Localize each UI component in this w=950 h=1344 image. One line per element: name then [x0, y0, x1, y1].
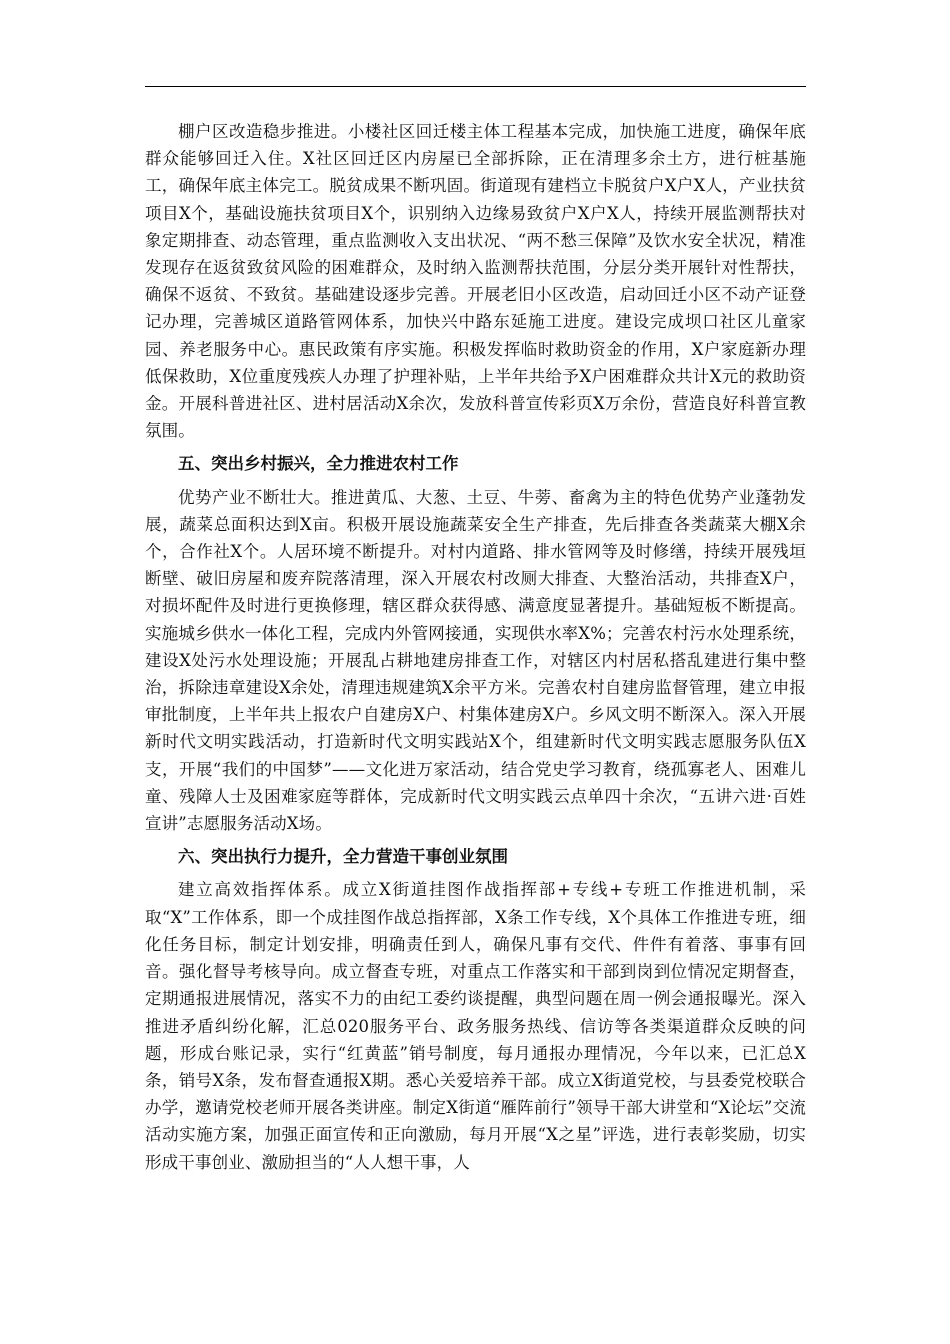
document-body	[145, 118, 806, 1176]
section-heading-rural-revitalization: 五、突出乡村振兴，全力推进农村工作	[178, 454, 459, 474]
paragraph-command-system: 建立高效指挥体系。成立X街道挂图作战指挥部+专线+专班工作推进机制，采取“X”工作体系，即一个成挂图作战总指挥部，X条工作专线，X个具体工作推进专班，细化任务目标，制定计划安排，明确责任到人，确保凡事有交代、件件有着落、事事有回音。强化督导考核导向。成立督查专班，对重点工作落实和干部到岗到位情况定期督查，定期通报进展情况，落实不力的由纪工委约谈提醒，典型问题在周一例会通报曝光。深入推进矛盾纠纷化解，汇总020服务平台、政务服务热线、信访等各类渠道群众反映的问题，形成台账记录，实行“红黄蓝”销号制度，每月通报办理情况，今年以来，已汇总X条，销号X条，发布督查通报X期。悉心关爱培养干部。成立X街道党校，与县委党校联合办学，邀请党校老师开展各类讲座。制定X街道“雁阵前行”领导干部大讲堂和“X论坛”交流活动实施方案，加强正面宣传和正向激励，每月开展“X之星”评选，进行表彰奖励，切实形成干事创业、激励担当的“人人想干事，人	[145, 880, 806, 1172]
paragraph-rural-work: 优势产业不断壮大。推进黄瓜、大葱、土豆、牛蒡、畜禽为主的特色优势产业蓬勃发展，蔬菜总面积达到X亩。积极开展设施蔬菜安全生产排查，先后排查各类蔬菜大棚X余个，合作社X个。人居环境不断提升。对村内道路、排水管网等及时修缮，持续开展残垣断壁、破旧房屋和废弃院落清理，深入开展农村改厕大排查、大整治活动，共排查X户，对损坏配件及时进行更换修理，辖区群众获得感、满意度显著提升。基础短板不断提高。实施城乡供水一体化工程，完成内外管网接通，实现供水率X%；完善农村污水处理系统，建设X处污水处理设施；开展乱占耕地建房排查工作，对辖区内村居私搭乱建进行集中整治，拆除违章建设X余处，清理违规建筑X余平方米。完善农村自建房监督管理，建立申报审批制度，上半年共上报农户自建房X户、村集体建房X户。乡风文明不断深入。深入开展新时代文明实践活动，打造新时代文明实践站X个，组建新时代文明实践志愿服务队伍X支，开展“我们的中国梦”——文化进万家活动，结合党史学习教育，绕孤寡老人、困难儿童、残障人士及困难家庭等群体，完成新时代文明实践云点单四十余次，“五讲六进·百姓宣讲”志愿服务活动X场。	[145, 487, 806, 834]
header-rule	[145, 86, 806, 87]
paragraph-shantytown-poverty-infrastructure: 棚户区改造稳步推进。小楼社区回迁楼主体工程基本完成，加快施工进度，确保年底群众能够回迁入住。X社区回迁区内房屋已全部拆除，正在清理多余土方，进行桩基施工，确保年底主体完工。脱贫成果不断巩固。街道现有建档立卡脱贫户X户X人，产业扶贫项目X个，基础设施扶贫项目X个，识别纳入边缘易致贫户X户X人，持续开展监测帮扶对象定期排查、动态管理，重点监测收入支出状况、“两不愁三保障”及饮水安全状况，精准发现存在返贫致贫风险的困难群众，及时纳入监测帮扶范围，分层分类开展针对性帮扶，确保不返贫、不致贫。基础建设逐步完善。开展老旧小区改造，启动回迁小区不动产证登记办理，完善城区道路管网体系，加快兴中路东延施工进度。建设完成坝口社区儿童家园、养老服务中心。惠民政策有序实施。积极发挥临时救助资金的作用，X户家庭新办理低保救助，X位重度残疾人办理了护理补贴，上半年共给予X户困难群众共计X元的救助资金。开展科普进社区、进村居活动X余次，发放科普宣传彩页X万余份，营造良好科普宣教氛围。	[145, 122, 806, 441]
section-heading-execution: 六、突出执行力提升，全力营造干事创业氛围	[178, 847, 508, 867]
